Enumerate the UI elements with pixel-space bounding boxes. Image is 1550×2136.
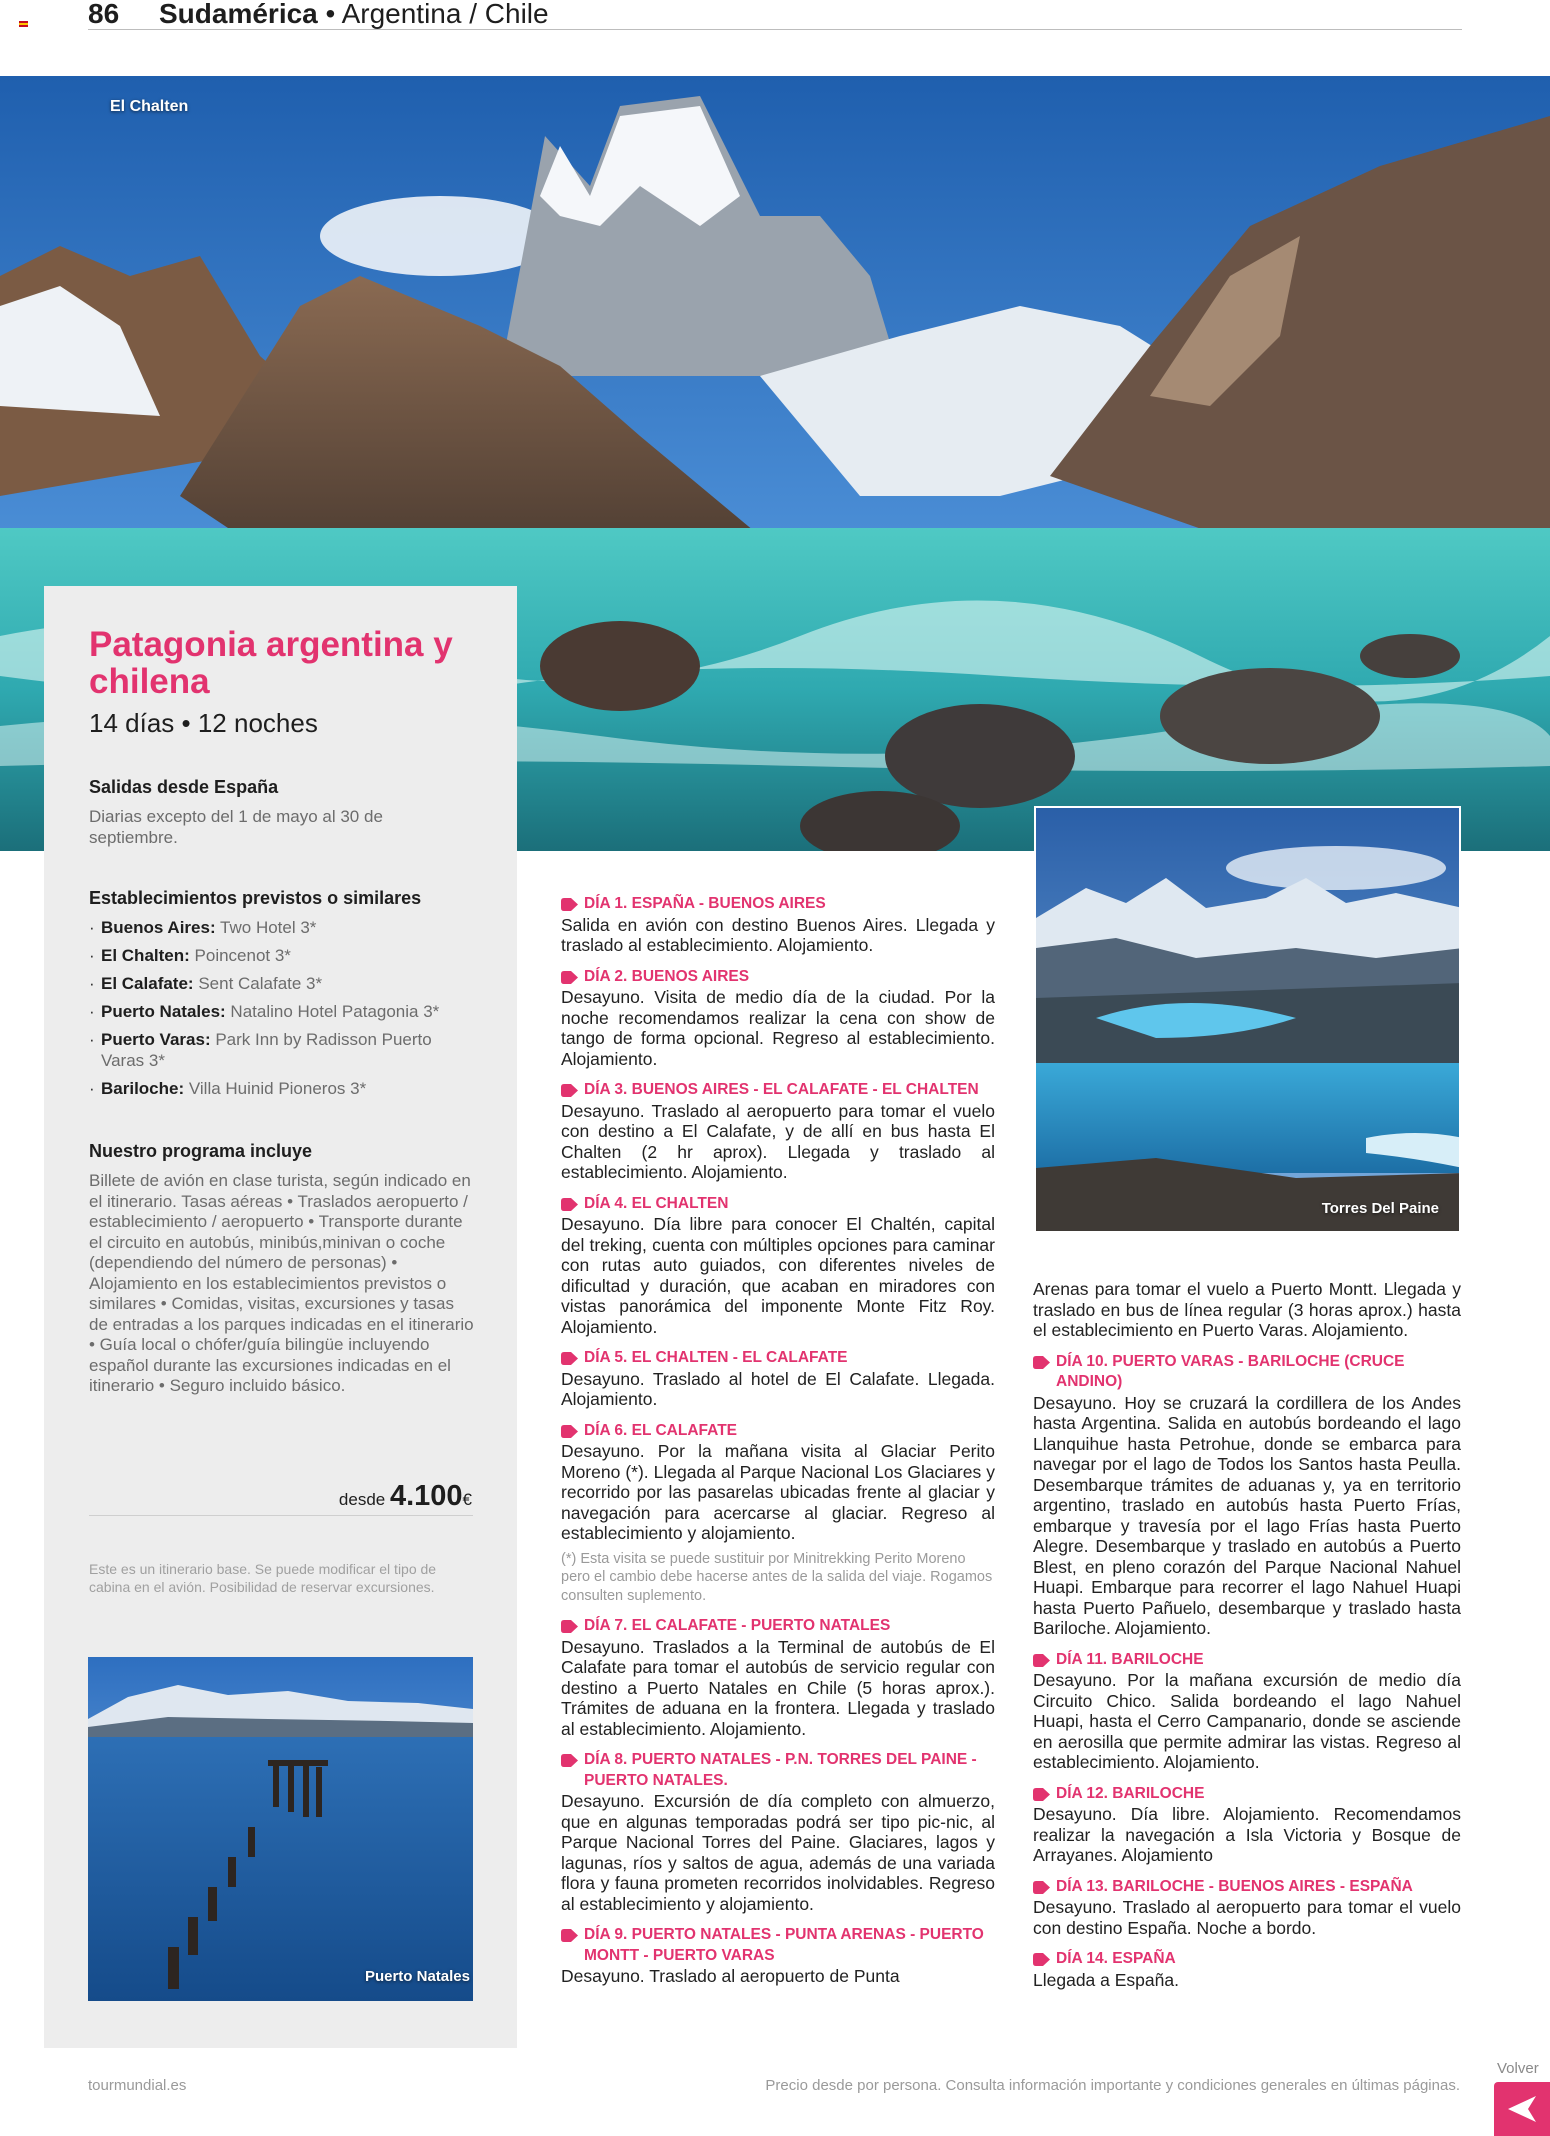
day-text: Desayuno. Traslado al aeropuerto para tomar el vuelo con destino España. Noche a bordo. [1033, 1897, 1461, 1938]
price-value: 4.100 [389, 1480, 463, 1512]
itinerary-day [561, 894, 995, 956]
day-bullet-icon [561, 1620, 578, 1633]
itinerary-day [561, 1616, 995, 1739]
itinerary-day [561, 1194, 995, 1338]
price-divider [89, 1515, 473, 1516]
trip-title: Patagonia argentina y chilena [89, 625, 453, 701]
includes-text: Billete de avión en clase turista, según indicado en el itinerario. Tasas aéreas • Traslados aeropuerto / establecimiento / aeropuerto • Transporte durante el circuito en autobús, minibús,minivan o coche (dependiendo del número de personas) • Alojamiento en los establecimientos previstos o similares • Comidas, visitas, excursiones y tasas de entradas a los parques indicadas en el itinerario • Guía local o chófer/guía bilingüe incluyendo español durante las excursiones indicadas en el itinerario • Seguro incluido básico. [89, 1171, 474, 1395]
day-bullet-icon [1033, 1953, 1050, 1966]
price [339, 1480, 472, 1513]
section-countries: Argentina / Chile [341, 0, 549, 29]
day-title: DÍA 3. BUENOS AIRES - EL CALAFATE - EL CHALTEN [584, 1081, 979, 1098]
photo-caption-torres-del-paine: Torres Del Paine [1321, 1200, 1439, 1217]
itinerary-column-1 [561, 894, 995, 1998]
itinerary-day [561, 1750, 995, 1914]
itinerary-day [1033, 1650, 1461, 1773]
day-bullet-icon [561, 898, 578, 911]
photo-puerto-natales [88, 1657, 473, 2001]
day-bullet-icon [1033, 1881, 1050, 1894]
day-text: Desayuno. Traslado al aeropuerto para tomar el vuelo con destino a El Calafate, y de allí en bus hasta El Chalten (2 hr aprox). Llegada y traslado al establecimiento. Alojamiento. [561, 1100, 995, 1182]
itinerary-column-2 [1033, 1279, 1461, 2001]
page-header [88, 0, 1462, 30]
back-arrow-icon [1508, 2096, 1536, 2122]
day-bullet-icon [561, 1084, 578, 1097]
hero-caption: El Chalten [110, 98, 189, 115]
hotel-name: Natalino Hotel Patagonia 3* [225, 1002, 440, 1021]
day-bullet-icon [1033, 1788, 1050, 1801]
back-button[interactable] [1494, 2082, 1550, 2136]
day-bullet-icon [561, 1425, 578, 1438]
hotel-city: El Chalten: [101, 946, 190, 965]
day-text: Desayuno. Excursión de día completo con almuerzo, que en algunas temporadas podrá ser tipo pic-nic, al Parque Nacional Torres del Paine. Glaciares, lagos y lagunas, ríos y saltos de agua, además de una variada flora y fauna prometen recorridos inolvidables. Regreso al establecimiento y alojamiento. [561, 1791, 995, 1914]
hotel-name: Two Hotel 3* [215, 918, 317, 937]
day-note: (*) Esta visita se puede sustituir por Minitrekking Perito Moreno pero el cambio debe hacerse antes de la salida del viaje. Rogamos consulten suplemento. [561, 1550, 993, 1604]
hotel-city: Puerto Natales: [101, 1002, 226, 1021]
day-title: DÍA 1. ESPAÑA - BUENOS AIRES [584, 895, 826, 912]
day-title: DÍA 4. EL CHALTEN [584, 1194, 729, 1212]
day-title: DÍA 13. BARILOCHE - BUENOS AIRES - ESPAÑA [1056, 1877, 1413, 1895]
itinerary-day [1033, 1877, 1461, 1939]
hotel-item [89, 946, 489, 967]
price-prefix: desde [338, 1490, 390, 1509]
hotel-item [89, 1002, 489, 1023]
hotel-name: Villa Huinid Pioneros 3* [184, 1078, 367, 1098]
itinerary-day [1033, 1352, 1461, 1639]
departures-heading: Salidas desde España [89, 777, 279, 797]
day-title: DÍA 14. ESPAÑA [1056, 1950, 1176, 1967]
day-bullet-icon [561, 1198, 578, 1211]
day-text: Desayuno. Visita de medio día de la ciudad. Por la noche recomendamos realizar la cena con show de tango de forma opcional. Regreso al establecimiento. Alojamiento. [561, 987, 995, 1069]
day-bullet-icon [561, 1352, 578, 1365]
itinerary-day [561, 1421, 995, 1606]
page-number: 86 [88, 0, 120, 29]
day-text: Desayuno. Por la mañana excursión de medio día Circuito Chico. Salida bordeando el lago Nahuel Huapi, hasta el Cerro Campanario, donde se asciende en aerosilla que permite admirar las vistas. Regreso al establecimiento. Alojamiento. [1033, 1670, 1461, 1772]
hotels-heading: Establecimientos previstos o similares [89, 888, 422, 908]
itinerary-day [1033, 1949, 1461, 1990]
hotel-name: Park Inn by Radisson Puerto Varas 3* [101, 1030, 432, 1070]
day-bullet-icon [1033, 1356, 1050, 1369]
day-text: Desayuno. Traslados a la Terminal de autobús de El Calafate para tomar el autobús de servicio regular con destino a Puerto Natales en Chile (5 horas aprox.). Trámites de aduana en la frontera. Llegada y traslado al establecimiento. Alojamiento. [561, 1636, 995, 1739]
day-title: DÍA 12. BARILOCHE [1056, 1784, 1205, 1802]
hotel-item [89, 974, 489, 995]
hotel-city: Puerto Varas: [101, 1030, 211, 1049]
section-title [159, 0, 549, 30]
back-label: Volver [1497, 2060, 1539, 2077]
itinerary-day-continued [1033, 1279, 1461, 1341]
day-title: DÍA 10. PUERTO VARAS - BARILOCHE (CRUCE ANDINO) [1056, 1352, 1405, 1390]
day-bullet-icon [561, 1929, 578, 1942]
photo-torres-del-paine [1034, 806, 1461, 1233]
day-text: Salida en avión con destino Buenos Aires. Llegada y traslado al establecimiento. Alojamiento. [561, 914, 995, 955]
day-title: DÍA 9. PUERTO NATALES - PUNTA ARENAS - PUERTO MONTT - PUERTO VARAS [584, 1926, 984, 1964]
hotel-city: El Calafate: [101, 974, 194, 993]
itinerary-day [1033, 1784, 1461, 1866]
day-text: Arenas para tomar el vuelo a Puerto Montt. Llegada y traslado en bus de línea regular (3 horas aprox.) hasta el establecimiento en Puerto Varas. Alojamiento. [1033, 1279, 1461, 1340]
itinerary-day [561, 967, 995, 1070]
trip-info-panel [44, 586, 517, 2048]
price-currency: € [462, 1490, 472, 1509]
hotel-name: Poincenot 3* [189, 946, 291, 965]
day-text: Desayuno. Traslado al aeropuerto de Punta [561, 1966, 900, 1986]
hotel-city: Buenos Aires: [101, 918, 216, 937]
itinerary-day [561, 1348, 995, 1410]
day-bullet-icon [1033, 1654, 1050, 1667]
footer-website[interactable]: tourmundial.es [88, 2077, 187, 2094]
photo-caption-puerto-natales: Puerto Natales [364, 1968, 470, 1985]
day-title: DÍA 6. EL CALAFATE [584, 1421, 738, 1439]
hotel-name: Sent Calafate 3* [193, 974, 323, 993]
includes-heading: Nuestro programa incluye [89, 1141, 313, 1161]
day-title: DÍA 8. PUERTO NATALES - P.N. TORRES DEL PAINE - PUERTO NATALES. [584, 1751, 977, 1789]
itinerary-disclaimer: Este es un itinerario base. Se puede modificar el tipo de cabina en el avión. Posibilidad de reservar excursiones. [89, 1561, 437, 1595]
trip-duration: 14 días • 12 noches [89, 708, 318, 738]
day-bullet-icon [561, 971, 578, 984]
departures-text: Diarias excepto del 1 de mayo al 30 de septiembre. [89, 807, 383, 847]
hotel-item [89, 918, 489, 939]
day-text: Desayuno. Hoy se cruzará la cordillera de los Andes hasta Argentina. Salida en autobús bordeando el lago Llanquihue hasta Petrohue, donde se embarca para navegar por el lago de Todos los Santos hasta Peulla. Desembarque trámites de aduanas y, ya en territorio argentino, traslado en autobús hasta Puerto Frías, embarque y travesía por el lago Frías hasta Puerto Alegre. Desembarque y traslado en autobús a Puerto Blest, en pleno corazón del Parque Nacional Nahuel Huapi. Embarque para recorrer el lago Nahuel Huapi hasta Puerto Pañuelo, desembarque y traslado hasta Bariloche. Alojamiento. [1033, 1392, 1461, 1638]
day-text: Desayuno. Día libre. Alojamiento. Recomendamos realizar la navegación a Isla Victoria y Bosque de Arrayanes. Alojamiento [1033, 1804, 1461, 1865]
itinerary-day [561, 1080, 995, 1183]
day-text: Llegada a España. [1033, 1969, 1179, 1990]
footer-note: Precio desde por persona. Consulta información importante y condiciones generales en últimas páginas. [765, 2077, 1460, 2094]
day-title: DÍA 2. BUENOS AIRES [584, 967, 750, 985]
hotel-item [89, 1079, 489, 1100]
day-title: DÍA 5. EL CHALTEN - EL CALAFATE [584, 1349, 848, 1366]
day-title: DÍA 7. EL CALAFATE - PUERTO NATALES [584, 1617, 891, 1634]
hotel-list [89, 918, 489, 1107]
day-title: DÍA 11. BARILOCHE [1056, 1650, 1204, 1668]
hotel-item [89, 1030, 474, 1071]
day-text: Desayuno. Traslado al hotel de El Calafate. Llegada. Alojamiento. [561, 1368, 995, 1409]
itinerary-day [561, 1925, 995, 1987]
section-region: Sudamérica [159, 0, 318, 29]
day-text: Desayuno. Día libre para conocer El Chaltén, capital del treking, cuenta con múltiples opciones para caminar con rutas auto guiados, con diferentes niveles de dificultad y duración, que acaban en miradores con vistas panorámica del imponente Monte Fitz Roy. Alojamiento. [561, 1214, 995, 1337]
day-text: Desayuno. Por la mañana visita al Glaciar Perito Moreno (*). Llegada al Parque Nacional Los Glaciares y recorrido por las pasarelas ubicadas frente al glaciar y navegación para acercarse al glaciar. Regreso al establecimiento y alojamiento. [561, 1441, 995, 1543]
hotel-city: Bariloche: [101, 1078, 185, 1098]
flag-icon [19, 21, 28, 27]
day-bullet-icon [561, 1754, 578, 1767]
section-separator: • [317, 0, 342, 29]
